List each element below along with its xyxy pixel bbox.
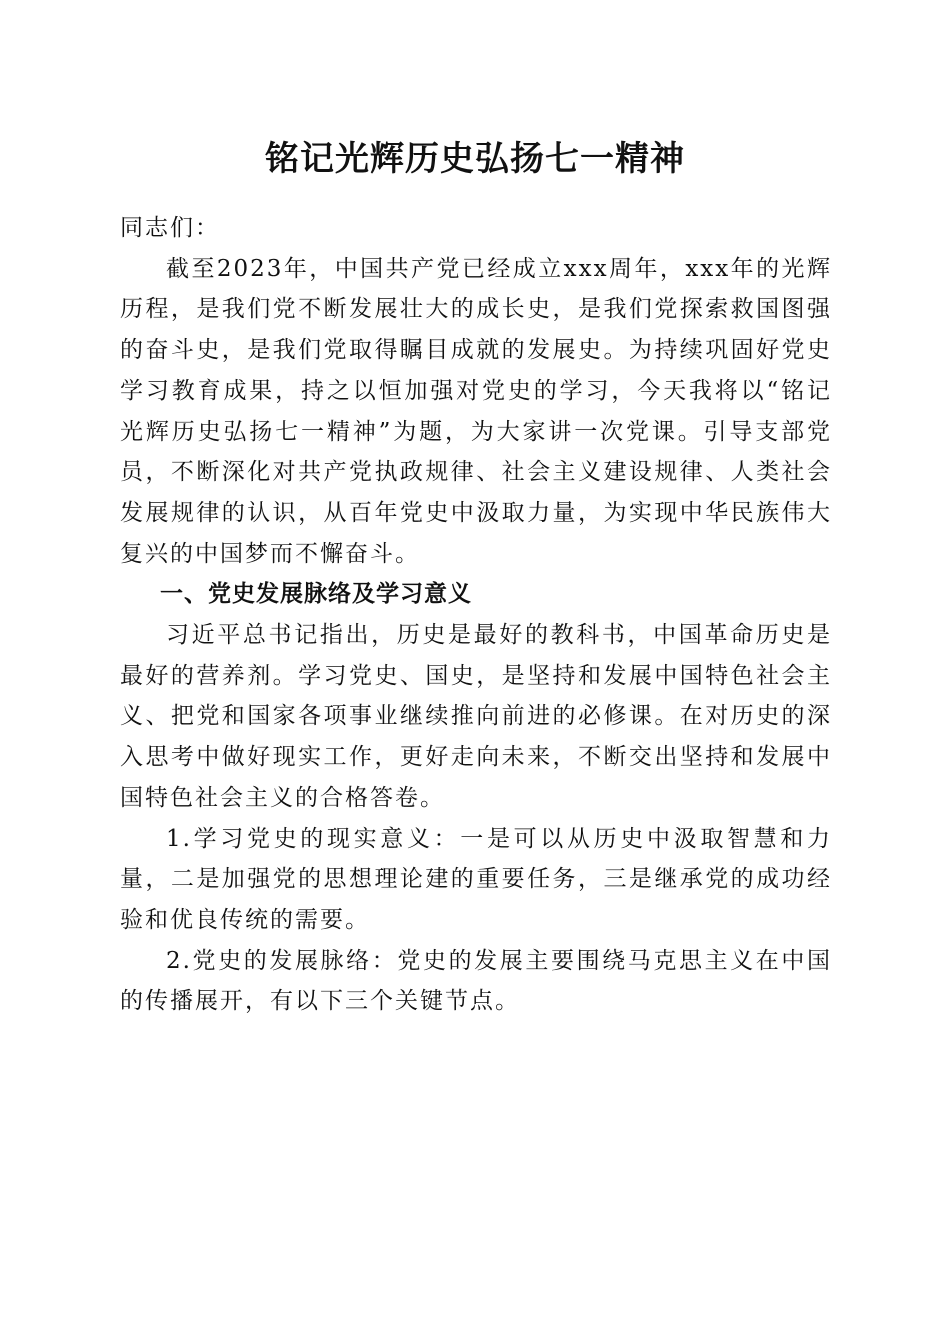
section-paragraph: 1.学习党史的现实意义：一是可以从历史中汲取智慧和力量，二是加强党的思想理论建的重要任务，三是继承党的成功经验和优良传统的需要。 bbox=[120, 825, 832, 933]
document-body bbox=[120, 208, 832, 1022]
section-heading: 一、党史发展脉络及学习意义 bbox=[160, 581, 472, 608]
document-title: 铭记光辉历史弘扬七一精神 bbox=[265, 139, 685, 179]
section-paragraph: 2.党史的发展脉络：党史的发展主要围绕马克思主义在中国的传播展开，有以下三个关键节点。 bbox=[120, 947, 832, 1015]
intro-paragraph: 截至2023年，中国共产党已经成立xxx周年，xxx年的光辉历程，是我们党不断发展壮大的成长史，是我们党探索救国图强的奋斗史，是我们党取得瞩目成就的发展史。为持续巩固好党史学习教育成果，持之以恒加强对党史的学习，今天我将以“铭记光辉历史弘扬七一精神”为题，为大家讲一次党课。引导支部党员，不断深化对共产党执政规律、社会主义建设规律、人类社会发展规律的认识，从百年党史中汲取力量，为实现中华民族伟大复兴的中国梦而不懈奋斗。 bbox=[120, 255, 832, 567]
salutation: 同志们： bbox=[120, 215, 220, 241]
section-paragraph: 习近平总书记指出，历史是最好的教科书，中国革命历史是最好的营养剂。学习党史、国史，是坚持和发展中国特色社会主义、把党和国家各项事业继续推向前进的必修课。在对历史的深入思考中做好现实工作，更好走向未来，不断交出坚持和发展中国特色社会主义的合格答卷。 bbox=[120, 622, 832, 811]
